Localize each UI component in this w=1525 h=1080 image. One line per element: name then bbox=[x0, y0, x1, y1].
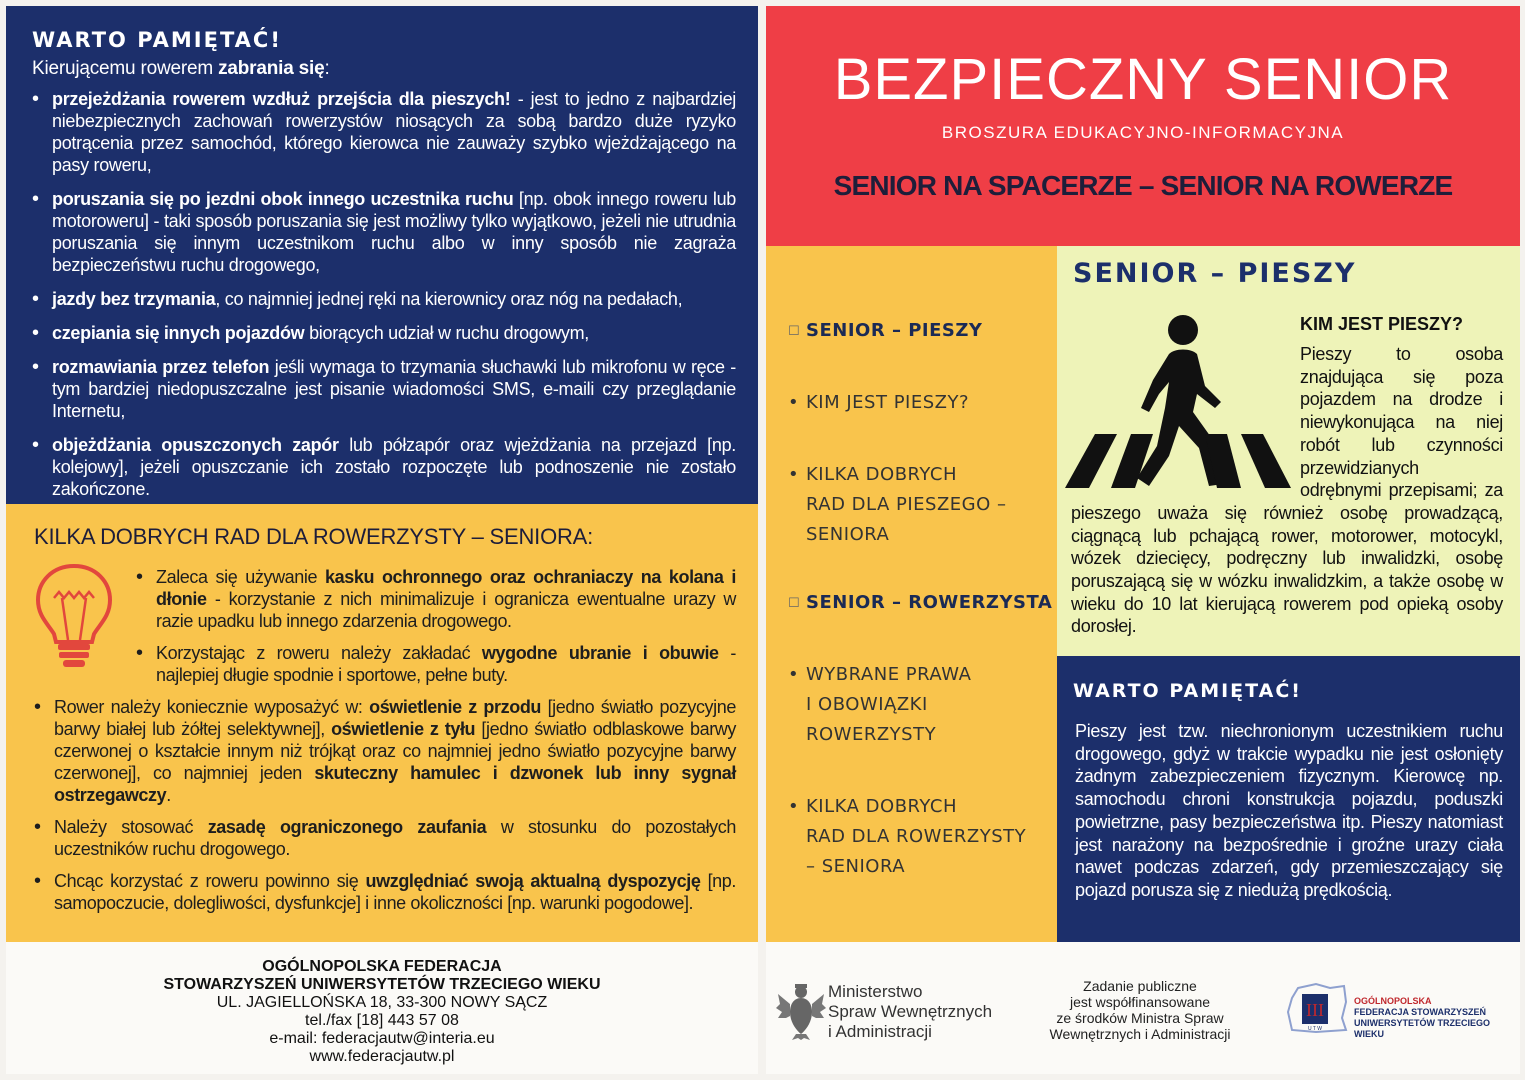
warto-pamietac-left-panel bbox=[6, 6, 758, 504]
tip-text: Korzystając z roweru należy zakładać bbox=[156, 643, 482, 663]
item-bold: objeżdżania opuszczonych zapór bbox=[52, 435, 339, 455]
tip-text: - korzystanie z nich minimalizuje i ogranicza ewentualne urazy w razie upadku lub innego zdarzenia drogowego. bbox=[156, 589, 736, 631]
cover-title: BEZPIECZNY SENIOR bbox=[833, 47, 1453, 112]
funding-note bbox=[1030, 978, 1250, 1042]
cover-header bbox=[766, 6, 1520, 246]
cover-subtitle: BROSZURA EDUKACYJNO-INFORMACYJNA bbox=[941, 123, 1345, 142]
warto-left-heading: WARTO PAMIĘTAĆ! bbox=[32, 28, 282, 52]
checkbox-icon: ☐ bbox=[788, 596, 801, 611]
toc-line: SENIORA bbox=[806, 524, 890, 545]
fed-logo-line: FEDERACJA STOWARZYSZEŃ bbox=[1354, 1007, 1487, 1017]
federation-address: UL. JAGIELLOŃSKA 18, 33-300 NOWY SĄCZ bbox=[216, 994, 548, 1011]
list-item bbox=[32, 88, 736, 176]
tip-bold: kasku ochronnego oraz ochraniaczy na kolana i dłonie bbox=[156, 567, 736, 609]
list-item bbox=[34, 870, 736, 914]
ministry-name bbox=[828, 982, 992, 1042]
toc-line: – SENIORA bbox=[806, 856, 906, 877]
toc-line: ROWERZYSTY bbox=[806, 724, 937, 745]
bullet-icon: • bbox=[788, 392, 800, 413]
item-bold: przejeżdżania rowerem wzdłuż przejścia dla pieszych! bbox=[52, 89, 511, 109]
bullet-icon: • bbox=[788, 464, 800, 485]
item-text: biorących udział w ruchu drogowym, bbox=[304, 323, 590, 343]
logo-roman: III bbox=[1306, 1000, 1324, 1020]
toc-item bbox=[788, 792, 1057, 882]
intro-plain: Kierującemu rowerem bbox=[32, 58, 219, 79]
checkbox-icon: ☐ bbox=[788, 324, 801, 339]
ministry-line: Ministerstwo bbox=[828, 982, 923, 1001]
tip-text: [np. samopoczucie, dolegliwości, dysfunkcje] i inne okoliczności [np. warunki pogodowe]. bbox=[54, 871, 736, 913]
item-text: lub półzapór oraz wjeżdżania na przejazd [np. kolejowy], jeżeli opuszczanie ich zostało rozpoczęte lub podnoszenie nie zostało zakończone. bbox=[52, 435, 736, 499]
toc-line: KIM JEST PIESZY? bbox=[806, 392, 970, 413]
warto-pamietac-right-panel bbox=[1057, 656, 1520, 942]
item-text: , co najmniej jednej ręki na kierownicy oraz nóg na pedałach, bbox=[215, 289, 683, 309]
tip-bold: skuteczny hamulec i dzwonek lub inny sygnał ostrzegawczy bbox=[54, 763, 736, 805]
federation-email: e-mail: federacjautw@interia.eu bbox=[269, 1030, 495, 1047]
toc-item bbox=[788, 588, 1057, 618]
toc-item bbox=[788, 316, 1057, 346]
funding-line: Wewnętrznych i Administracji bbox=[1049, 1026, 1231, 1042]
toc-item bbox=[788, 388, 1057, 418]
federation-phone: tel./fax [18] 443 57 08 bbox=[305, 1012, 459, 1029]
list-item bbox=[32, 288, 736, 310]
tip-text: Zaleca się używanie bbox=[156, 567, 326, 587]
ministry-line: Spraw Wewnętrznych bbox=[828, 1002, 993, 1021]
table-of-contents bbox=[766, 246, 1057, 942]
toc-line: RAD DLA PIESZEGO – bbox=[806, 494, 1007, 515]
item-text: [np. obok innego roweru lub motoroweru] - taki sposób poruszania się jest możliwy tylko wyjątkowo, jeżeli nie utrudnia poruszania się innym uczestnikom ruchu albo w inny sposób nie zagraża bezpieczeństwu ruchu drogowego, bbox=[52, 189, 736, 275]
toc-line: I OBOWIĄZKI bbox=[806, 694, 928, 715]
cover-secondary-title: SENIOR NA SPACERZE – SENIOR NA ROWERZE bbox=[833, 170, 1453, 201]
pedestrian-definition-text: Pieszy to osoba znajdująca się poza pojazdem na drodze i niewykonująca na niej robót lub czynności przewidzianych odrębnymi przepisami; za pieszego uważa się również osobę prowadzącą, ciągnącą lub pchającą rower, motorower, motocykl, wózek dziecięcy, podręczny lub inwalidzki, osobę poruszającą się w wózku inwalidzkim, a także osobę w wieku do 10 lat kierującą rowerem pod opieką osoby dorosłej. bbox=[1071, 344, 1503, 637]
who-is-pedestrian-heading: KIM JEST PIESZY? bbox=[1300, 314, 1464, 334]
tip-text: Rower należy koniecznie wyposażyć w: bbox=[54, 697, 370, 717]
federation-logo-text bbox=[1354, 996, 1520, 1040]
prohibitions-list bbox=[32, 88, 736, 500]
polish-eagle-emblem-icon bbox=[776, 982, 826, 1040]
warto-left-intro bbox=[32, 58, 736, 80]
warto-right-text: Pieszy jest tzw. niechronionym uczestnikiem ruchu drogowego, gdyż w trakcie wypadku nie jest osłonięty żadnym zabezpieczeniem fizycznym. Kierowcę np. samochodu chroni konstrukcja pojazdu, poduszki powietrzne, pasy bezpieczeństwa itp. Pieszy natomiast jest narażony na bezpośrednie i groźne urazy ciała nawet podczas zdarzeń, gdy przemieszczający się pojazd porusza się z niedużą prędkością. bbox=[1075, 721, 1503, 900]
tip-text: [jedno światło pozycyjne barwy białej lub żółtej selektywnej], bbox=[54, 697, 736, 739]
intro-end: : bbox=[324, 58, 330, 79]
tip-text: Chcąc korzystać z roweru powinno się bbox=[54, 871, 366, 891]
toc-item bbox=[788, 660, 1057, 750]
sponsor-footer bbox=[766, 942, 1520, 1074]
item-bold: rozmawiania przez telefon bbox=[52, 357, 270, 377]
list-item bbox=[136, 566, 736, 632]
tip-text: - najlepiej długie spodnie i sportowe, pełne buty. bbox=[156, 643, 736, 685]
bullet-icon: • bbox=[788, 796, 800, 817]
logo-small: U T W bbox=[1308, 1026, 1322, 1032]
funding-line: Zadanie publiczne bbox=[1083, 978, 1197, 994]
lightbulb-icon bbox=[34, 562, 114, 672]
funding-line: ze środków Ministra Spraw bbox=[1056, 1010, 1224, 1026]
list-item bbox=[34, 816, 736, 860]
federation-name-line2: STOWARZYSZEŃ UNIWERSYTETÓW TRZECIEGO WIEKU bbox=[163, 976, 601, 993]
list-item bbox=[32, 322, 736, 344]
ministry-line: i Administracji bbox=[828, 1022, 932, 1041]
tip-text: w stosunku do pozostałych uczestników ruchu drogowego. bbox=[54, 817, 736, 859]
pedestrian-definition bbox=[1071, 343, 1503, 638]
toc-item bbox=[788, 460, 1057, 550]
funding-line: jest współfinansowane bbox=[1069, 994, 1211, 1010]
tip-text: . bbox=[166, 785, 171, 805]
federation-website: www.federacjautw.pl bbox=[309, 1048, 455, 1065]
cyclist-tips-list bbox=[34, 566, 736, 914]
tip-text: Należy stosować bbox=[54, 817, 208, 837]
item-bold: jazdy bez trzymania bbox=[52, 289, 216, 309]
senior-pedestrian-panel bbox=[1057, 246, 1520, 656]
fed-logo-line: UNIWERSYTETÓW TRZECIEGO WIEKU bbox=[1354, 1018, 1490, 1039]
toc-line: KILKA DOBRYCH bbox=[806, 796, 958, 817]
pedestrian-heading: SENIOR – PIESZY bbox=[1073, 258, 1357, 289]
list-item bbox=[32, 434, 736, 500]
item-bold: poruszania się po jezdni obok innego uczestnika ruchu bbox=[52, 189, 514, 209]
toc-line: SENIOR – ROWERZYSTA bbox=[806, 592, 1053, 613]
fed-logo-line: OGÓLNOPOLSKA bbox=[1354, 996, 1432, 1006]
item-bold: czepiania się innych pojazdów bbox=[52, 323, 305, 343]
tip-bold: uwzględniać swoją aktualną dyspozycję bbox=[365, 871, 701, 891]
bullet-icon: • bbox=[788, 664, 800, 685]
tip-bold: wygodne ubranie i obuwie bbox=[481, 643, 719, 663]
tip-bold: oświetlenie z tyłu bbox=[331, 719, 476, 739]
utw-federation-logo-icon bbox=[1286, 982, 1348, 1034]
list-item bbox=[34, 696, 736, 806]
toc-line: RAD DLA ROWERZYSTY bbox=[806, 826, 1027, 847]
cyclist-tips-panel bbox=[6, 504, 758, 942]
item-text: - jest to jedno z najbardziej niebezpiecznych zachowań rowerzystów niosących za sobą bardzo duże ryzyko potrącenia przez samochód, którego kierowca nie zauważy szybko wjeżdżającego na pasy roweru, bbox=[52, 89, 736, 175]
cyclist-tips-heading: KILKA DOBRYCH RAD DLA ROWERZYSTY – SENIORA: bbox=[34, 524, 594, 549]
warto-right-heading: WARTO PAMIĘTAĆ! bbox=[1073, 680, 1302, 702]
tip-text: [jedno światło odblaskowe barwy czerwonej o kształcie innym niż trójkąt oraz co najmniej jedno światło pozycyjne barwy czerwonej], co najmniej jeden bbox=[54, 719, 736, 783]
intro-bold: zabrania się bbox=[218, 58, 325, 79]
list-item bbox=[32, 188, 736, 276]
tip-bold: zasadę ograniczonego zaufania bbox=[207, 817, 487, 837]
toc-line: WYBRANE PRAWA bbox=[806, 664, 972, 685]
federation-contact-footer bbox=[6, 942, 758, 1074]
item-text: jeśli wymaga to trzymania słuchawki lub mikrofonu w ręce - tym bardziej niedopuszczalne jest pisanie wiadomości SMS, e-maili czy przeglądanie Internetu, bbox=[52, 357, 736, 421]
tip-bold: oświetlenie z przodu bbox=[369, 697, 542, 717]
list-item bbox=[136, 642, 736, 686]
list-item bbox=[32, 356, 736, 422]
federation-name-line1: OGÓLNOPOLSKA FEDERACJA bbox=[262, 958, 502, 975]
toc-line: SENIOR – PIESZY bbox=[806, 320, 983, 341]
toc-line: KILKA DOBRYCH bbox=[806, 464, 958, 485]
